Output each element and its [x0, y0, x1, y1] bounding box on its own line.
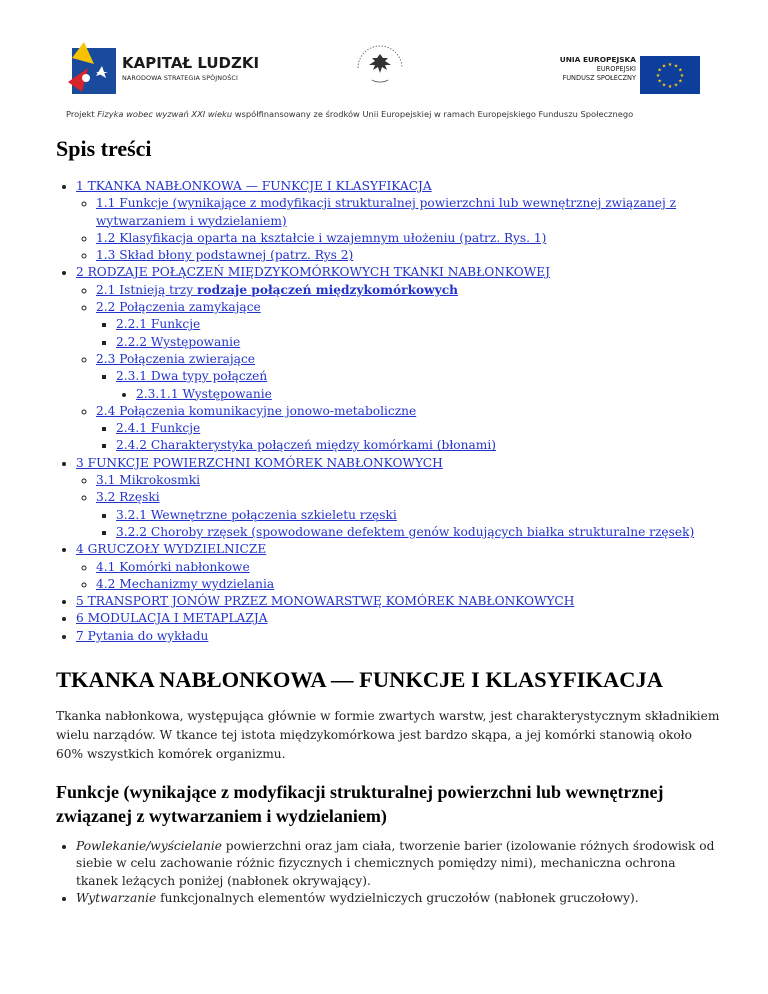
project-funding-line — [66, 109, 633, 119]
toc-link[interactable]: 2.4.2 Charakterystyka połączeń między komórkami (błonami) — [116, 438, 496, 453]
toc-item — [96, 576, 720, 593]
toc-link[interactable]: 3 FUNKCJE POWIERZCHNI KOMÓREK NABŁONKOWYCH — [76, 455, 443, 470]
list-item — [76, 838, 720, 890]
toc-item — [76, 178, 720, 264]
toc-item — [76, 593, 720, 610]
list-item-term: Powlekanie/wyścielanie — [76, 839, 222, 854]
toc-link[interactable]: 3.2 Rzęski — [96, 490, 160, 505]
main-content — [56, 130, 720, 907]
svg-text:★: ★ — [678, 67, 683, 74]
toc-link[interactable]: 2.4.1 Funkcje — [116, 421, 201, 436]
section-heading: TKANKA NABŁONKOWA — FUNKCJE I KLASYFIKACJA — [56, 667, 663, 693]
kapital-ludzki-logo — [66, 42, 260, 100]
toc-item — [96, 247, 720, 264]
toc-link[interactable]: 1.3 Skład błony podstawnej (patrz. Rys 2) — [96, 248, 354, 263]
subsection-heading: Funkcje (wynikające z modyfikacji strukturalnej powierzchni lub wewnętrznej związanej z wytwarzaniem i wydzielaniem) — [56, 782, 664, 827]
eu-flag-icon — [640, 56, 700, 94]
toc-item — [96, 403, 720, 455]
toc-item — [76, 628, 720, 645]
kapital-ludzki-title: KAPITAŁ LUDZKI — [122, 54, 260, 72]
toc-link[interactable]: 3.2.1 Wewnętrzne połączenia szkieletu rzęski — [116, 507, 397, 522]
toc-item — [96, 559, 720, 576]
toc-item — [76, 264, 720, 454]
toc-link[interactable]: 4.1 Komórki nabłonkowe — [96, 559, 250, 574]
toc-link[interactable]: 4 GRUCZOŁY WYDZIELNICZE — [76, 542, 267, 557]
list-item-term: Wytwarzanie — [76, 890, 157, 905]
toc-link[interactable]: 2.3 Połączenia zwierające — [96, 351, 256, 366]
toc-link[interactable] — [96, 283, 458, 297]
svg-text:★: ★ — [661, 63, 667, 70]
functions-list — [56, 838, 720, 907]
eu-fund-line2: FUNDUSZ SPOŁECZNY — [562, 74, 636, 82]
kapital-ludzki-subtitle: NARODOWA STRATEGIA SPÓJNOŚCI — [122, 74, 238, 82]
toc-link[interactable]: 2.2 Połączenia zamykające — [96, 300, 261, 315]
toc-link[interactable]: 2 RODZAJE POŁĄCZEŃ MIĘDZYKOMÓRKOWYCH TKANKI NABŁONKOWEJ — [76, 265, 551, 280]
toc-link[interactable]: 1 TKANKA NABŁONKOWA — FUNKCJE I KLASYFIKACJA — [76, 179, 432, 193]
svg-text:★: ★ — [667, 62, 673, 68]
toc-link[interactable]: 7 Pytania do wykładu — [76, 628, 209, 643]
toc-item — [96, 282, 720, 299]
toc-link[interactable]: 1.1 Funkcje (wynikające z modyfikacji strukturalnej powierzchni lub wewnętrznej związanej z wytwarzaniem i wydzielaniem) — [96, 196, 677, 228]
project-prefix: Projekt — [66, 109, 98, 119]
table-of-contents — [56, 178, 720, 645]
svg-text:★: ★ — [678, 78, 683, 85]
svg-text:★: ★ — [657, 67, 662, 74]
toc-link-prefix: 2.1 Istnieją trzy — [96, 282, 198, 297]
toc-link[interactable]: 3.1 Mikrokosmki — [96, 473, 200, 488]
toc-item — [96, 489, 720, 541]
toc-link[interactable]: 3.2.2 Choroby rzęsek (spowodowane defektem genów kodujących białka strukturalne rzęsek) — [116, 524, 695, 539]
project-name: Fizyka wobec wyzwań XXI wieku — [97, 109, 233, 119]
list-item-text: funkcjonalnych elementów wydzielniczych gruczołów (nabłonek gruczołowy). — [156, 890, 639, 905]
toc-link[interactable]: 2.2.1 Funkcje — [116, 317, 201, 332]
svg-text:★: ★ — [673, 63, 679, 70]
toc-link[interactable]: 1.2 Klasyfikacja oparta na kształcie i wzajemnym ułożeniu (patrz. Rys. 1) — [96, 230, 547, 245]
project-suffix: współfinansowany ze środków Unii Europejskiej w ramach Europejskiego Funduszu Społecznego — [232, 109, 634, 119]
toc-item — [96, 195, 720, 230]
toc-link[interactable]: 6 MODULACJA I METAPLAZJA — [76, 611, 268, 626]
toc-item — [76, 455, 720, 541]
toc-link-bold: rodzaje połączeń międzykomórkowych — [197, 282, 458, 297]
eu-title: UNIA EUROPEJSKA — [559, 55, 636, 64]
section-paragraph: Tkanka nabłonkowa, występująca głównie w formie zwartych warstw, jest charakterystycznym składnikiem wielu narządów. W tkance tej istota międzykomórkowa jest bardzo skąpa, a jej komórki stanowią około 60% wszystkich komórek organizmu. — [56, 709, 720, 762]
kapital-ludzki-emblem-icon — [66, 42, 118, 100]
toc-item — [96, 299, 720, 351]
university-seal-icon — [352, 40, 408, 96]
toc-item — [96, 230, 720, 247]
toc-item — [136, 386, 720, 403]
eu-text-block — [540, 54, 636, 83]
toc-link[interactable]: 2.3.1 Dwa typy połączeń — [116, 369, 268, 384]
toc-link[interactable]: 2.4 Połączenia komunikacyjne jonowo-metaboliczne — [96, 403, 417, 418]
list-item — [76, 890, 720, 907]
toc-item — [116, 316, 720, 333]
toc-item — [76, 541, 720, 593]
toc-item — [116, 437, 720, 454]
toc-item — [116, 507, 720, 524]
toc-link[interactable]: 2.2.2 Występowanie — [116, 334, 241, 349]
toc-item — [116, 524, 720, 541]
header-banner — [0, 0, 768, 130]
toc-item — [116, 420, 720, 437]
svg-text:★: ★ — [679, 73, 685, 79]
toc-item — [116, 334, 720, 351]
svg-text:★: ★ — [655, 73, 661, 79]
toc-item — [116, 368, 720, 403]
svg-text:★: ★ — [661, 82, 667, 89]
toc-link[interactable]: 2.3.1.1 Występowanie — [136, 386, 272, 401]
svg-text:★: ★ — [667, 84, 673, 90]
toc-title: Spis treści — [56, 136, 152, 161]
toc-item — [76, 610, 720, 627]
svg-text:★: ★ — [673, 82, 679, 89]
toc-link[interactable]: 5 TRANSPORT JONÓW PRZEZ MONOWARSTWĘ KOMÓREK NABŁONKOWYCH — [76, 594, 575, 609]
eu-fund-line1: EUROPEJSKI — [596, 65, 636, 73]
toc-item — [96, 351, 720, 403]
list-item-text: powierzchni oraz jam ciała, tworzenie barier (izolowanie różnych środowisk od siebie w celu zachowanie różnic fizycznych i chemicznych pomiędzy nimi), mechaniczna ochrona tkanek leżących poniżej (nabłonek okrywający). — [76, 839, 715, 888]
svg-text:★: ★ — [657, 78, 662, 85]
toc-item — [96, 472, 720, 489]
toc-link[interactable]: 4.2 Mechanizmy wydzielania — [96, 576, 275, 591]
